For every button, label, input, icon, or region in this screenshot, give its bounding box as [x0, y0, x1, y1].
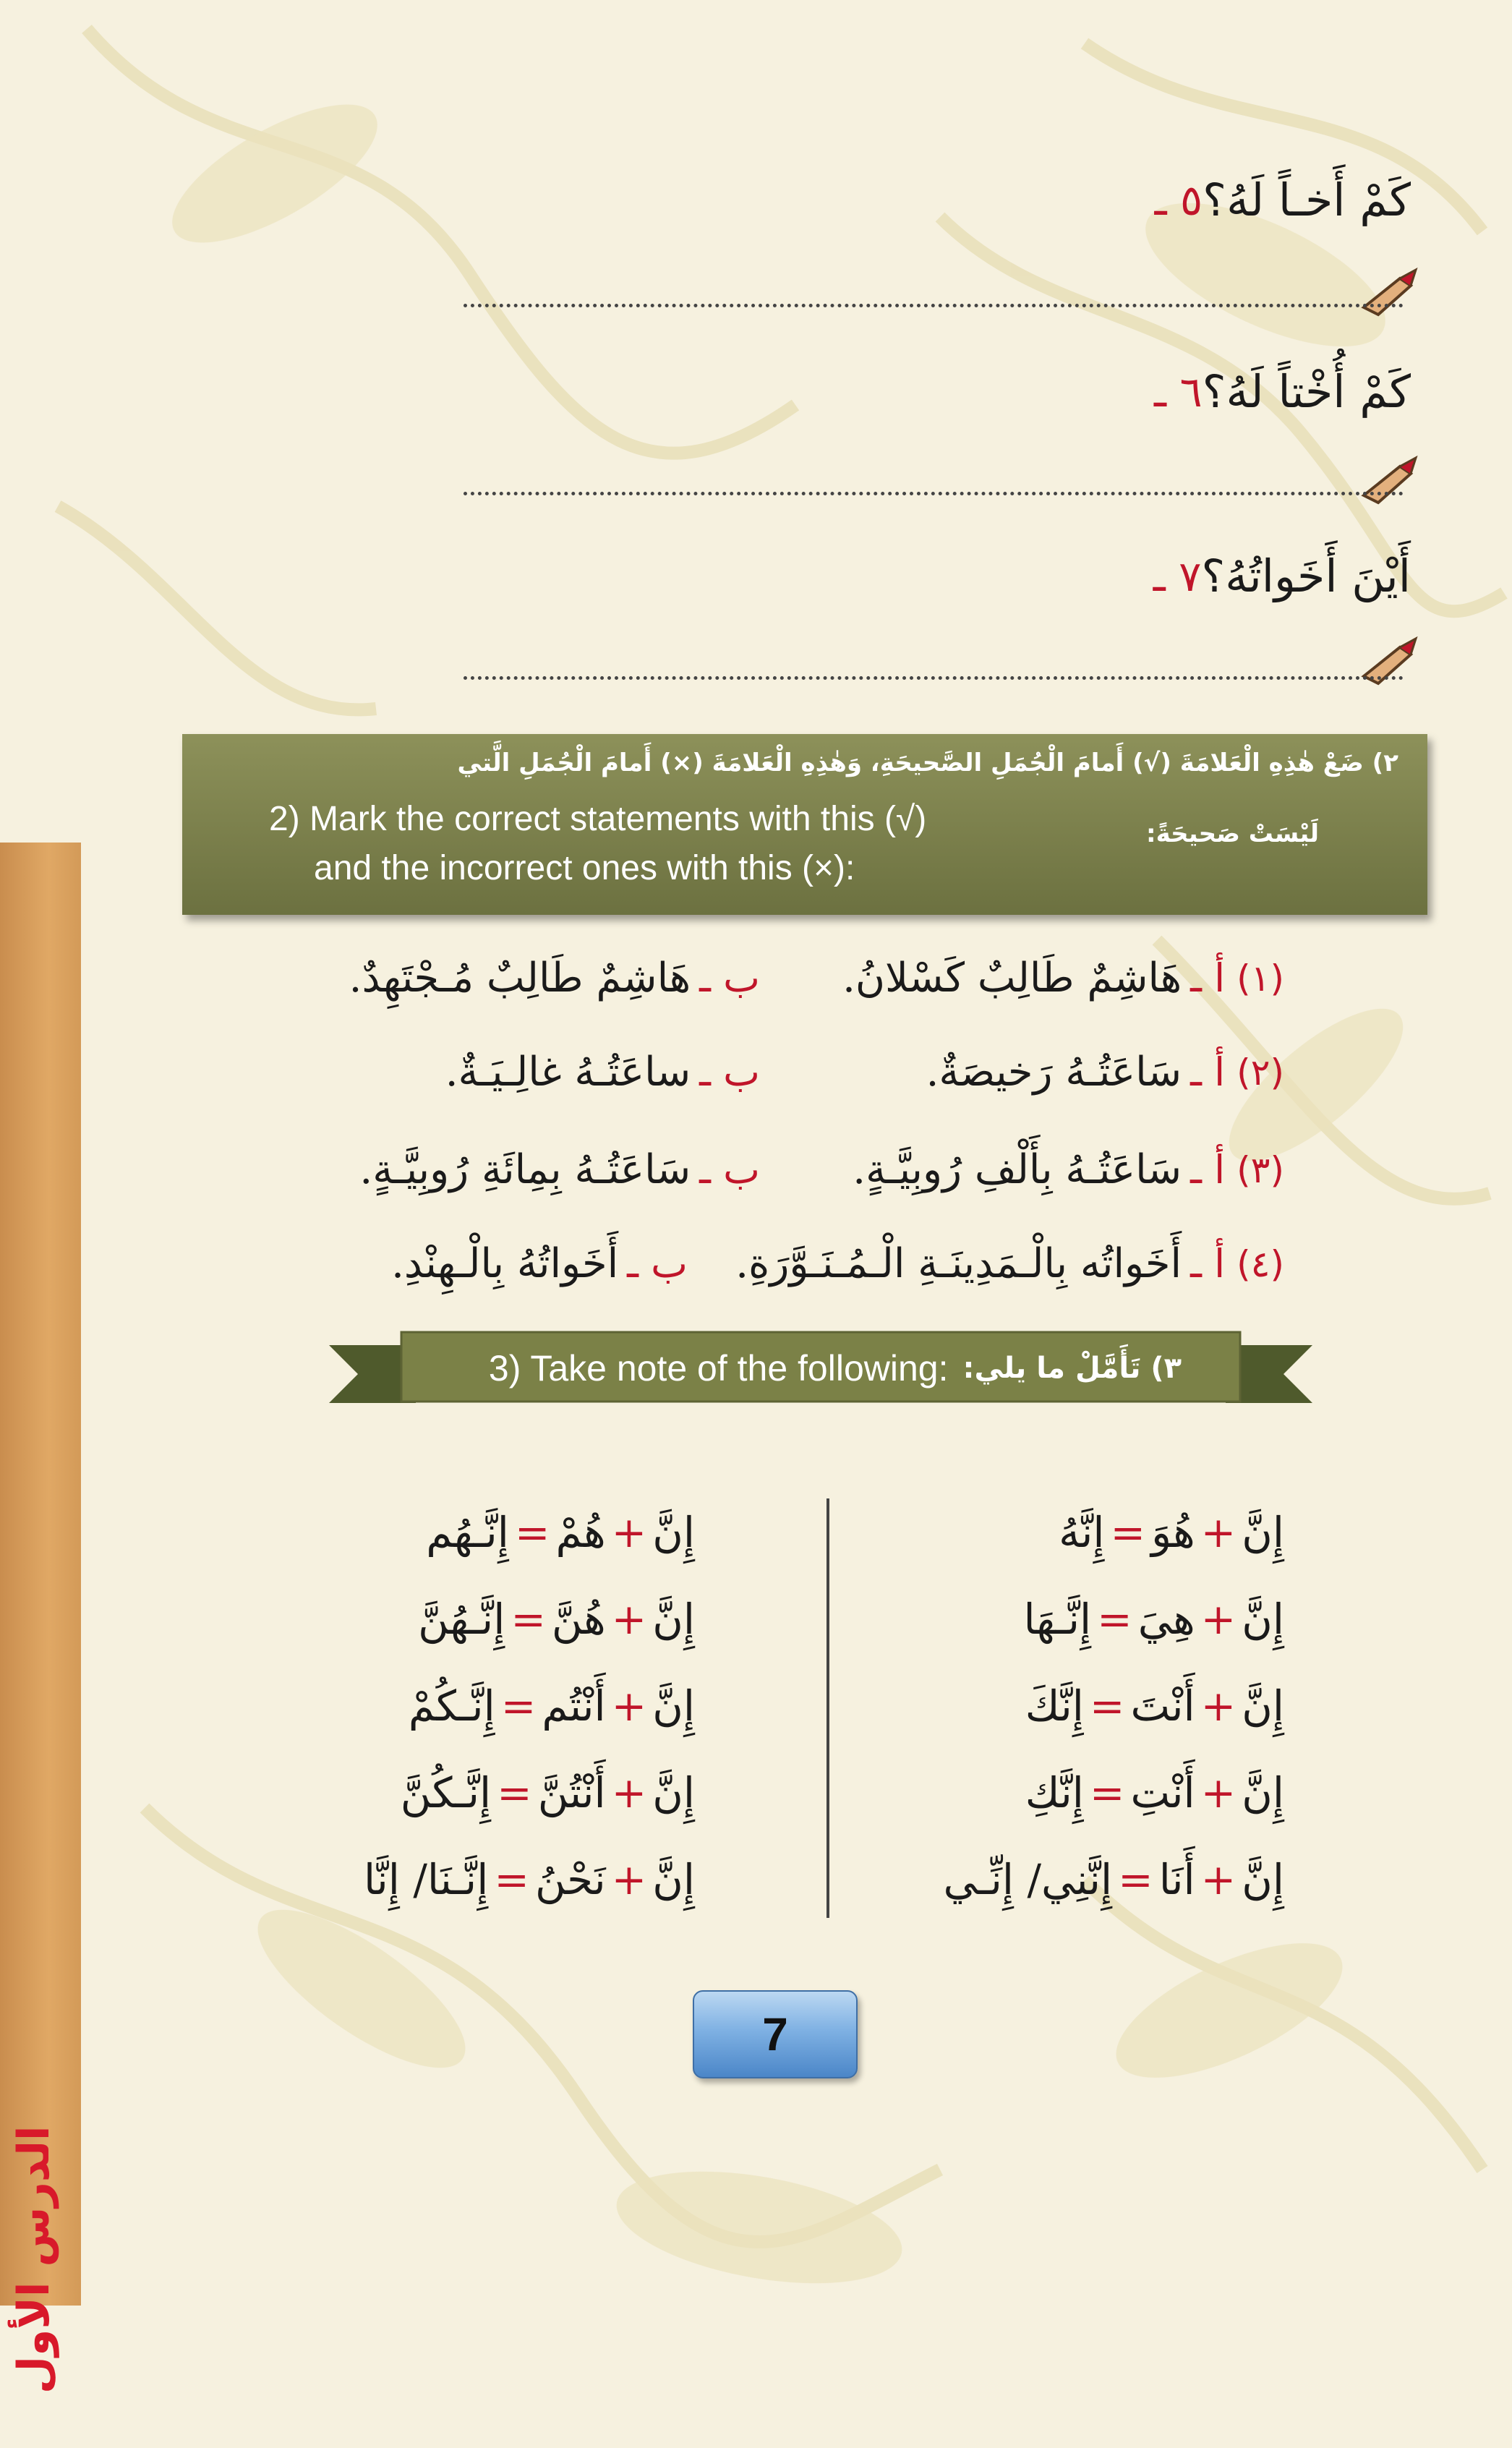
- instruction-banner: [182, 734, 1427, 915]
- item-number: (٢): [1236, 1051, 1284, 1093]
- item-number: (٣): [1236, 1148, 1284, 1191]
- equals-sign: =: [1110, 1508, 1146, 1557]
- section3-arabic: ٣) تَأَمَّلْ ما يلي:: [962, 1352, 1182, 1385]
- plus-sign: +: [1200, 1595, 1236, 1644]
- answer-line-6[interactable]: [464, 492, 1404, 495]
- eq-c: إِنَّهُ: [1059, 1508, 1105, 1557]
- eq-b: أَنْتُم: [542, 1681, 606, 1731]
- question-6: [1141, 365, 1411, 418]
- statement-text: سَاعَتُـهُ رَخيصَةٌ.: [926, 1049, 1182, 1096]
- eq-b: هُمْ: [555, 1508, 606, 1557]
- eq-a: إِنَّ: [1242, 1508, 1284, 1557]
- eq-b: نَحْنُ: [534, 1855, 606, 1904]
- equals-sign: =: [500, 1681, 537, 1731]
- statement-text: سَاعَتُـهُ بِأَلْفِ رُوبِيَّـةٍ.: [853, 1146, 1182, 1193]
- section-ribbon: [329, 1323, 1312, 1417]
- question-text: كَمْ أَخـاً لَهُ؟: [1203, 174, 1411, 226]
- eq-b: هِيَ: [1137, 1595, 1195, 1644]
- instruction-english-line1: 2) Mark the correct statements with this (√): [269, 800, 927, 838]
- equals-sign: =: [497, 1768, 532, 1817]
- plus-sign: +: [611, 1681, 647, 1731]
- eq-a: إِنَّ: [1242, 1681, 1284, 1731]
- plus-sign: +: [1200, 1508, 1236, 1557]
- statement-text: هَاشِمٌ طَالِبٌ كَسْلانُ.: [842, 955, 1182, 1002]
- question-text: أَيْنَ أَخَواتُهُ؟: [1201, 550, 1411, 602]
- eq-a: إِنَّ: [652, 1855, 695, 1904]
- statement-4b[interactable]: [391, 1240, 688, 1287]
- equation-right-2: [1023, 1595, 1284, 1644]
- eq-a: إِنَّ: [652, 1508, 695, 1557]
- statement-text: ساعَتُـهُ غالِـيَـةٌ.: [445, 1049, 691, 1096]
- statement-1a[interactable]: [842, 955, 1284, 1002]
- eq-c: إِنَّـهَا: [1023, 1595, 1092, 1644]
- equation-left-3: [409, 1681, 695, 1731]
- eq-a: إِنَّ: [1242, 1595, 1284, 1644]
- equation-left-1: [426, 1508, 695, 1557]
- instruction-arabic-line1: ٢) ضَعْ هٰذِهِ الْعَلامَةَ (√) أَمامَ الْجُمَلِ الصَّحيحَةِ، وَهٰذِهِ الْعَلامَةَ (×) أَمامَ الْجُمَلِ الَّتي: [457, 749, 1398, 777]
- equals-sign: =: [1089, 1768, 1125, 1817]
- question-7: [1140, 550, 1411, 602]
- equals-sign: =: [511, 1595, 546, 1644]
- eq-c: إِنَّـنَا/ إِنَّا: [363, 1855, 489, 1904]
- writing-hand-icon: [1357, 633, 1422, 691]
- eq-a: إِنَّ: [1242, 1768, 1284, 1817]
- eq-c: إِنَّنِي/ إِنِّـي: [943, 1855, 1113, 1904]
- plus-sign: +: [611, 1595, 647, 1644]
- eq-c: إِنَّـهُنَّ: [418, 1595, 505, 1644]
- eq-c: إِنَّـكُنَّ: [400, 1768, 492, 1817]
- lesson-label: [9, 2072, 74, 2448]
- eq-b: هُنَّ: [551, 1595, 606, 1644]
- option-label: أ ـ: [1190, 1241, 1226, 1287]
- equation-left-2: [418, 1595, 695, 1644]
- statement-text: سَاعَتُـهُ بِمِائَةِ رُوبِيَّـةٍ.: [359, 1146, 691, 1193]
- equals-sign: =: [1118, 1855, 1153, 1904]
- equals-sign: =: [514, 1508, 550, 1557]
- item-number: (١): [1236, 957, 1284, 999]
- answer-line-5[interactable]: [464, 304, 1404, 307]
- ribbon-text: [416, 1339, 1255, 1397]
- eq-b: أَنَا: [1158, 1855, 1195, 1904]
- equation-left-5: [364, 1855, 695, 1904]
- question-number: ٥ ـ: [1154, 175, 1203, 225]
- statement-3a[interactable]: [853, 1146, 1284, 1193]
- writing-hand-icon: [1357, 264, 1422, 322]
- option-label: ب ـ: [699, 1147, 760, 1193]
- plus-sign: +: [611, 1768, 647, 1817]
- lesson-label-text: الدرس الأول: [9, 2125, 59, 2394]
- statement-3b[interactable]: [359, 1146, 760, 1193]
- instruction-arabic-line2: لَيْسَتْ صَحيحَةً:: [1145, 819, 1319, 848]
- writing-hand-icon: [1357, 452, 1422, 510]
- plus-sign: +: [1200, 1768, 1236, 1817]
- question-5: [1142, 174, 1411, 226]
- plus-sign: +: [611, 1508, 647, 1557]
- question-number: ٦ ـ: [1154, 367, 1203, 417]
- statement-2b[interactable]: [445, 1049, 760, 1096]
- eq-c: إِنَّـهُم: [426, 1508, 509, 1557]
- equation-right-5: [943, 1855, 1284, 1904]
- equation-right-1: [1059, 1508, 1284, 1557]
- lesson-side-tab: [0, 843, 81, 2394]
- eq-a: إِنَّ: [652, 1768, 695, 1817]
- eq-b: أَنْتُنَّ: [537, 1768, 606, 1817]
- instruction-english-line2: and the incorrect ones with this (×):: [314, 849, 855, 887]
- eq-a: إِنَّ: [1242, 1855, 1284, 1904]
- eq-b: أَنْتَ: [1130, 1681, 1195, 1731]
- option-label: ب ـ: [699, 1049, 760, 1095]
- eq-c: إِنَّكِ: [1025, 1768, 1084, 1817]
- item-number: (٤): [1236, 1242, 1284, 1285]
- statement-2a[interactable]: [926, 1049, 1284, 1096]
- equals-sign: =: [1097, 1595, 1132, 1644]
- statement-1b[interactable]: [349, 955, 760, 1002]
- statement-text: أَخَواتُه بِالْـمَدِينَـةِ الْـمُـنَـوَّرَةِ.: [735, 1240, 1182, 1287]
- plus-sign: +: [1200, 1855, 1236, 1904]
- eq-c: إِنَّـكُمْ: [408, 1681, 495, 1731]
- statement-text: أَخَواتُهُ بِالْـهِنْدِ.: [391, 1240, 619, 1287]
- option-label: أ ـ: [1190, 1049, 1226, 1095]
- eq-c: إِنَّكَ: [1025, 1681, 1084, 1731]
- equals-sign: =: [1089, 1681, 1125, 1731]
- plus-sign: +: [611, 1855, 647, 1904]
- column-divider: [827, 1498, 829, 1918]
- eq-a: إِنَّ: [652, 1595, 695, 1644]
- page-number: 7: [762, 2008, 788, 2060]
- answer-line-7[interactable]: [464, 676, 1404, 680]
- page-number-badge: [693, 1990, 858, 2078]
- equation-left-4: [401, 1768, 695, 1817]
- equation-right-4: [1025, 1768, 1284, 1817]
- eq-b: هُوَ: [1151, 1508, 1195, 1557]
- option-label: ب ـ: [627, 1241, 688, 1287]
- option-label: أ ـ: [1190, 1147, 1226, 1193]
- option-label: أ ـ: [1190, 955, 1226, 1001]
- statement-text: هَاشِمٌ طَالِبٌ مُـجْتَهِدٌ.: [349, 955, 691, 1002]
- equals-sign: =: [494, 1855, 529, 1904]
- question-text: كَمْ أُخْتاً لَهُ؟: [1202, 365, 1411, 418]
- section3-english: 3) Take note of the following:: [488, 1348, 949, 1389]
- eq-b: أَنْتِ: [1130, 1768, 1195, 1817]
- plus-sign: +: [1200, 1681, 1236, 1731]
- question-number: ٧ ـ: [1153, 551, 1202, 601]
- statement-4a[interactable]: [735, 1240, 1284, 1287]
- option-label: ب ـ: [699, 955, 760, 1001]
- equation-right-3: [1025, 1681, 1284, 1731]
- eq-a: إِنَّ: [652, 1681, 695, 1731]
